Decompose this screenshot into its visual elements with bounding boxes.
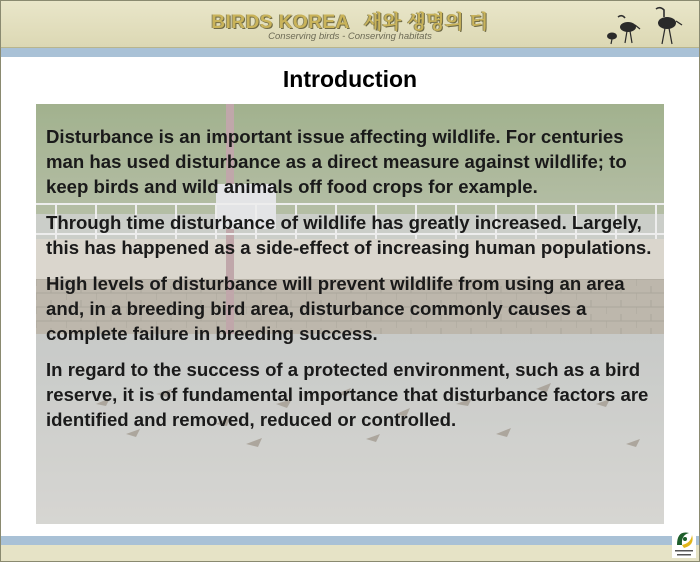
body-paragraph-4: In regard to the success of a protected environment, such as a bird reserve, it is of fundamental importance that disturbance factors are identified and removed, reduced or controlled. bbox=[46, 359, 649, 430]
brand-english: BIRDS KOREA bbox=[211, 12, 350, 33]
body-paragraph-2: Through time disturbance of wildlife has greatly increased. Largely, this has happened as a side-effect of increasing human populations. bbox=[46, 212, 652, 258]
slide-header bbox=[1, 1, 699, 48]
slide-body bbox=[46, 124, 658, 443]
slide-title: Introduction bbox=[282, 66, 418, 92]
brand-korean: 새와 생명의 터 bbox=[363, 12, 489, 33]
body-paragraph-3: High levels of disturbance will prevent wildlife from using an area and, in a breeding bird area, disturbance commonly causes a complete failure in breeding success. bbox=[46, 273, 625, 344]
top-accent-bar bbox=[1, 48, 699, 57]
slide-footer bbox=[1, 545, 699, 561]
background-photo bbox=[36, 104, 664, 524]
brand-tagline: Conserving birds - Conserving habitats bbox=[268, 31, 432, 42]
birds-silhouette-icon bbox=[598, 3, 693, 47]
body-paragraph-1: Disturbance is an important issue affecting wildlife. For centuries man has used disturbance as a direct measure against wildlife; to keep birds and wild animals off food crops for example. bbox=[46, 126, 627, 197]
bottom-accent-bar bbox=[1, 536, 699, 545]
brand-title bbox=[1, 7, 699, 34]
birds-korea-logo-icon bbox=[672, 527, 696, 558]
